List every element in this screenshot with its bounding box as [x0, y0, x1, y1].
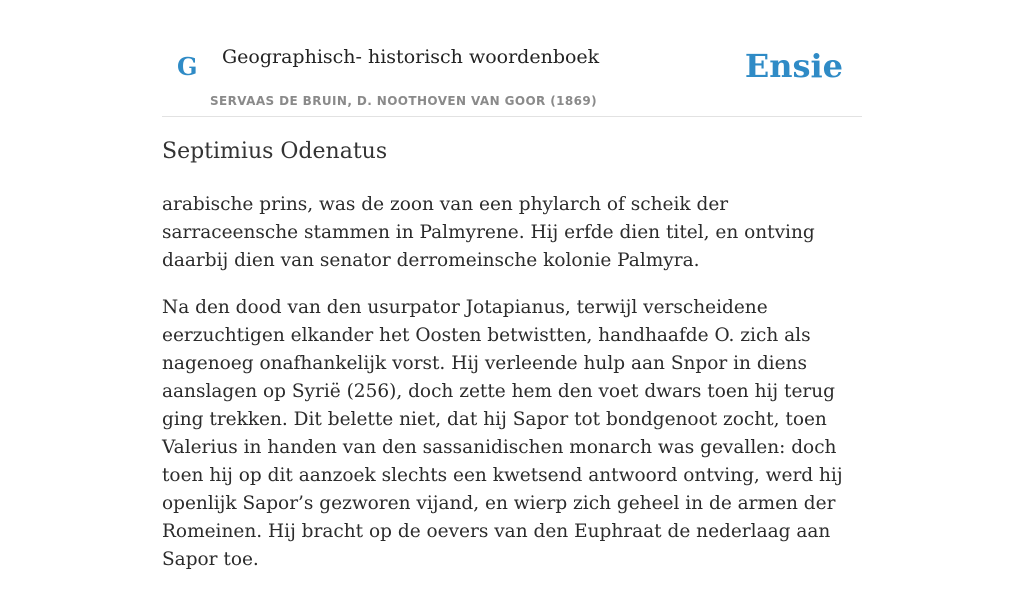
entry-paragraph: Na den dood van den usurpator Jotapianus, terwijl verscheidene eerzuchtigen elkander het Oosten betwistten, handhaafde O. zich als nagenoeg onafhankelijk vorst. Hij verleende hulp aan Snpor in diens aanslagen op Syrië (256), doch zette hem den voet dwars toen hij terug ging trekken. Dit belette niet, dat hij Sapor tot bondgenoot zocht, toen Valerius in handen van den sassanidischen monarch was gevallen: doch toen hij op dit aanzoek slechts een kwetsend antwoord ontving, werd hij openlijk Sapor’s gezworen vijand, en wierp zich geheel in de armen der Romeinen. Hij bracht op de oevers van den Euphraat de nederlaag aan Sapor toe. — [162, 296, 843, 570]
entry-content — [162, 138, 862, 593]
header — [162, 0, 862, 117]
entry-paragraph: arabische prins, was de zoon van een phylarch of scheik der sarraceensche stammen in Palmyrene. Hij erfde dien titel, en ontving daarbij dien van senator derromeinsche kolonie Palmyra. — [162, 193, 815, 271]
letter-logo-icon[interactable]: G — [177, 52, 198, 81]
entry-title: Septimius Odenatus — [162, 139, 388, 164]
ensie-logo[interactable]: Ensie — [744, 47, 843, 85]
book-title-link[interactable]: Geographisch- historisch woordenboek — [222, 46, 600, 68]
book-authors-year: SERVAAS DE BRUIN, D. NOOTHOVEN VAN GOOR (1869) — [210, 94, 598, 108]
